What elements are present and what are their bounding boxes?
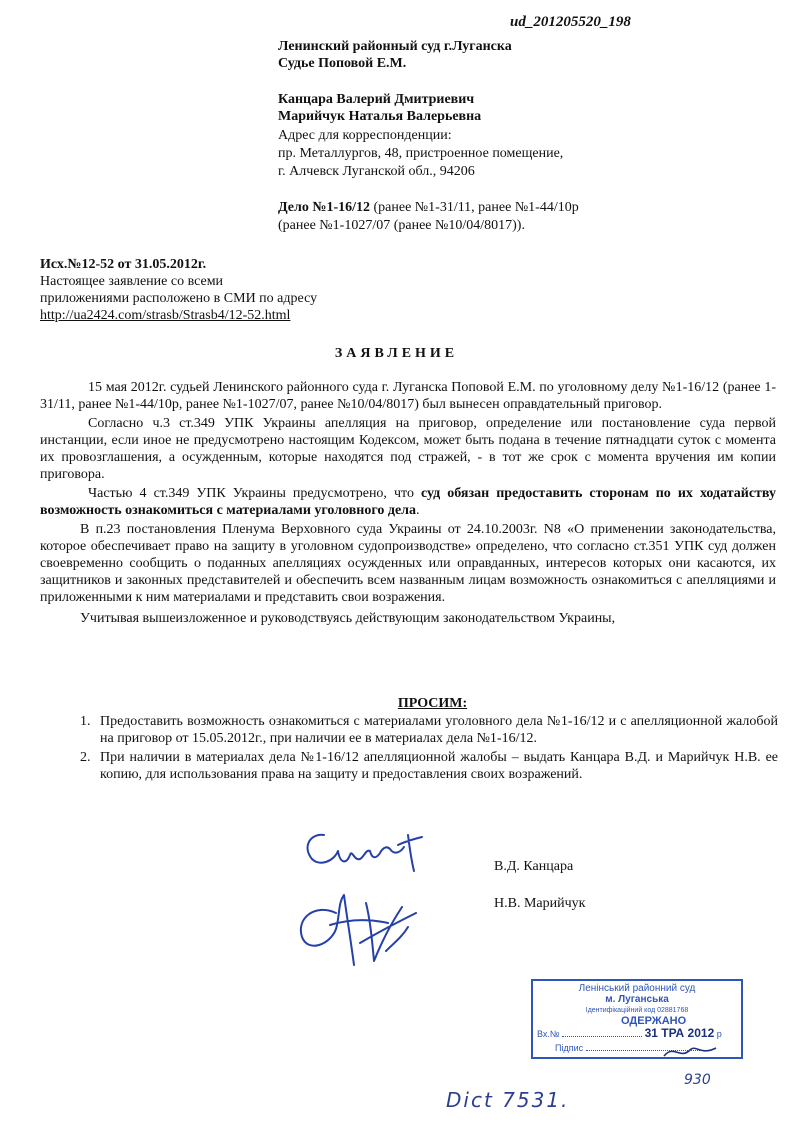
stamp-date: 31 ТРА 2012 — [644, 1026, 715, 1040]
document-title: ЗАЯВЛЕНИЕ — [334, 346, 459, 361]
case-previous-numbers-2: (ранее №1-1027/07 (ранее №10/04/8017)). — [278, 218, 525, 233]
list-item-text: Предоставить возможность ознакомиться с материалами уголовного дела №1-16/12 и с апелляционной жалобой на приговор от 15.05.2012г., при наличии ее в материалах дела №1-16/12. — [100, 714, 778, 746]
outgoing-url-link[interactable]: http://ua2424.com/strasb/Strasb4/12-52.html — [40, 308, 291, 323]
outgoing-block — [40, 256, 400, 324]
stamp-incoming-label: Вх.№ — [537, 1029, 560, 1039]
paragraph-4: В п.23 постановления Пленума Верховного суда Украины от 24.10.2003г. N8 «О применении законодательства, которое обеспечивает право на защиту в уголовном судопроизводстве» определено, что согласно ст.351 УПК суд должен своевременно сообщить о поданных апелляциях осужденных или оправданных, интересов которых они касаются, их защитников и законных представителей и обеспечить всем названным лицам возможность ознакомиться с апелляциями и приложенными к ним материалами и представить свои возражения. — [40, 522, 776, 605]
stamp-court-name: Ленінський районний суд — [578, 983, 696, 994]
document-id: ud_201205520_198 — [510, 14, 631, 30]
case-reference — [278, 199, 728, 216]
signatory-name-1: В.Д. Канцара — [494, 859, 574, 874]
address-line-2: г. Алчевск Луганской обл., 94206 — [278, 164, 475, 179]
outgoing-line-2: приложениями расположено в СМИ по адресу — [40, 291, 318, 306]
applicant-name-1: Канцара Валерий Дмитриевич — [278, 92, 475, 107]
handwritten-signatures — [290, 815, 450, 975]
list-item — [40, 749, 778, 783]
stamp-received: ОДЕРЖАНО — [621, 1015, 687, 1027]
paragraph-2: Согласно ч.3 ст.349 УПК Украины апелляция на приговор, определение или постановление суда первой инстанции, если иное не предусмотрено настоящим Кодексом, может быть подана в течение пятнадцати суток с момента их провозглашения, а осужденным, которые находятся под стражей, - в тот же срок с момента вручения им копии приговора. — [40, 416, 776, 482]
stamp-code: Ідентифікаційний код 02881768 — [585, 1007, 689, 1014]
request-list — [40, 713, 778, 783]
list-item-text: При наличии в материалах дела №1-16/12 апелляционной жалобы – выдать Канцара В.Д. и Марийчук Н.В. ее копию, для использования права на защиту и предоставления своих возражений. — [100, 750, 778, 782]
paragraph-3-start: Частью 4 ст.349 УПК Украины предусмотрено, что — [88, 486, 421, 501]
list-item-number: 1. — [80, 714, 91, 729]
paragraph-3-bold: суд обязан предоставить сторонам по их ходатайству возможность ознакомиться с материалами уголовного дела — [40, 486, 777, 518]
stamp-initials-scribble — [660, 1040, 720, 1062]
handwritten-bottom-note: Dict 7531. — [446, 1088, 570, 1112]
outgoing-line-1: Настоящее заявление со всеми — [40, 274, 224, 289]
paragraph-1: 15 мая 2012г. судьей Ленинского районного суда г. Луганска Поповой Е.М. по уголовному делу №1-16/12 (ранее 1-31/11, ранее №1-44/10р, ранее №1-1027/07, ранее №10/04/8017) был вынесен оправдательный приговор. — [40, 380, 776, 412]
paragraph-3 — [40, 485, 776, 519]
document-body — [40, 379, 776, 629]
recipient-court: Ленинский районный суд г.Луганска — [278, 39, 512, 54]
stamp-incoming-row — [533, 1028, 741, 1040]
address-line-1: пр. Металлургов, 48, пристроенное помещение, — [278, 146, 564, 161]
stamp-signature-label: Підпис — [555, 1043, 584, 1053]
address-label: Адрес для корреспонденции: — [278, 128, 452, 143]
list-item-number: 2. — [80, 750, 91, 765]
case-previous-numbers: (ранее №1-31/11, ранее №1-44/10р — [370, 200, 579, 215]
paragraph-3-end: . — [416, 503, 420, 518]
recipient-judge: Судье Поповой Е.М. — [278, 56, 407, 71]
request-heading: ПРОСИМ: — [397, 696, 468, 711]
case-number: Дело №1-16/12 — [278, 200, 370, 215]
list-item — [40, 713, 778, 747]
stamp-year-suffix: р — [716, 1029, 722, 1039]
applicant-name-2: Марийчук Наталья Валерьевна — [278, 109, 482, 124]
outgoing-ref: Исх.№12-52 от 31.05.2012г. — [40, 257, 207, 272]
paragraph-5: Учитывая вышеизложенное и руководствуясь действующим законодательством Украины, — [80, 611, 616, 626]
handwritten-stamp-number: 930 — [684, 1072, 711, 1088]
signatory-name-2: Н.В. Марийчук — [494, 896, 586, 911]
stamp-city: м. Луганська — [605, 994, 669, 1005]
